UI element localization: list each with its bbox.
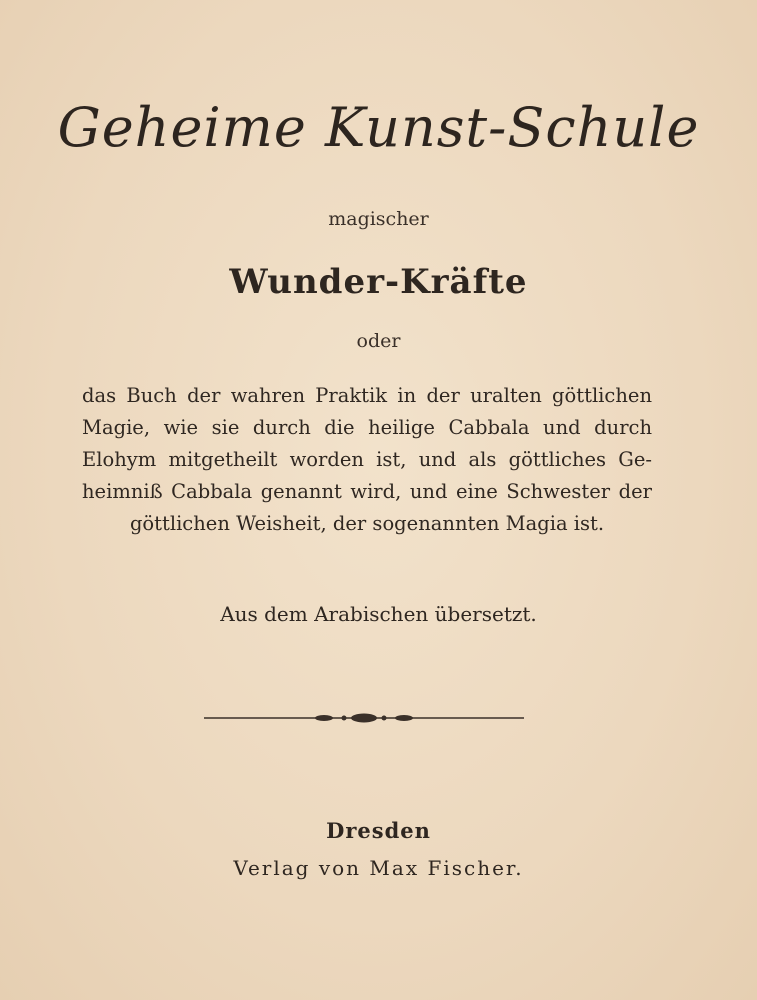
book-title: Geheime Kunst-Schule — [57, 96, 700, 159]
description-line: Magie, wie sie durch die heilige Cabbala und durch — [82, 416, 652, 439]
description-paragraph — [82, 380, 652, 540]
translation-note: Aus dem Arabischen übersetzt. — [220, 602, 537, 626]
ornament-divider-icon — [204, 708, 524, 728]
description-line: heimniß Cabbala genannt wird, und eine Schwester der — [82, 480, 652, 503]
description-line: Elohym mitgetheilt worden ist, und als göttliches Ge- — [82, 448, 652, 471]
description-line: göttlichen Weisheit, der sogenannten Magia ist. — [129, 512, 605, 535]
description-line: das Buch der wahren Praktik in der uralten göttlichen — [82, 384, 652, 407]
conjunction: oder — [356, 330, 401, 352]
publisher-line: Verlag von Max Fischer. — [233, 856, 524, 880]
subtitle-large: Wunder-Kräfte — [229, 262, 528, 302]
publication-city: Dresden — [326, 818, 431, 843]
subtitle-small: magischer — [328, 208, 429, 230]
